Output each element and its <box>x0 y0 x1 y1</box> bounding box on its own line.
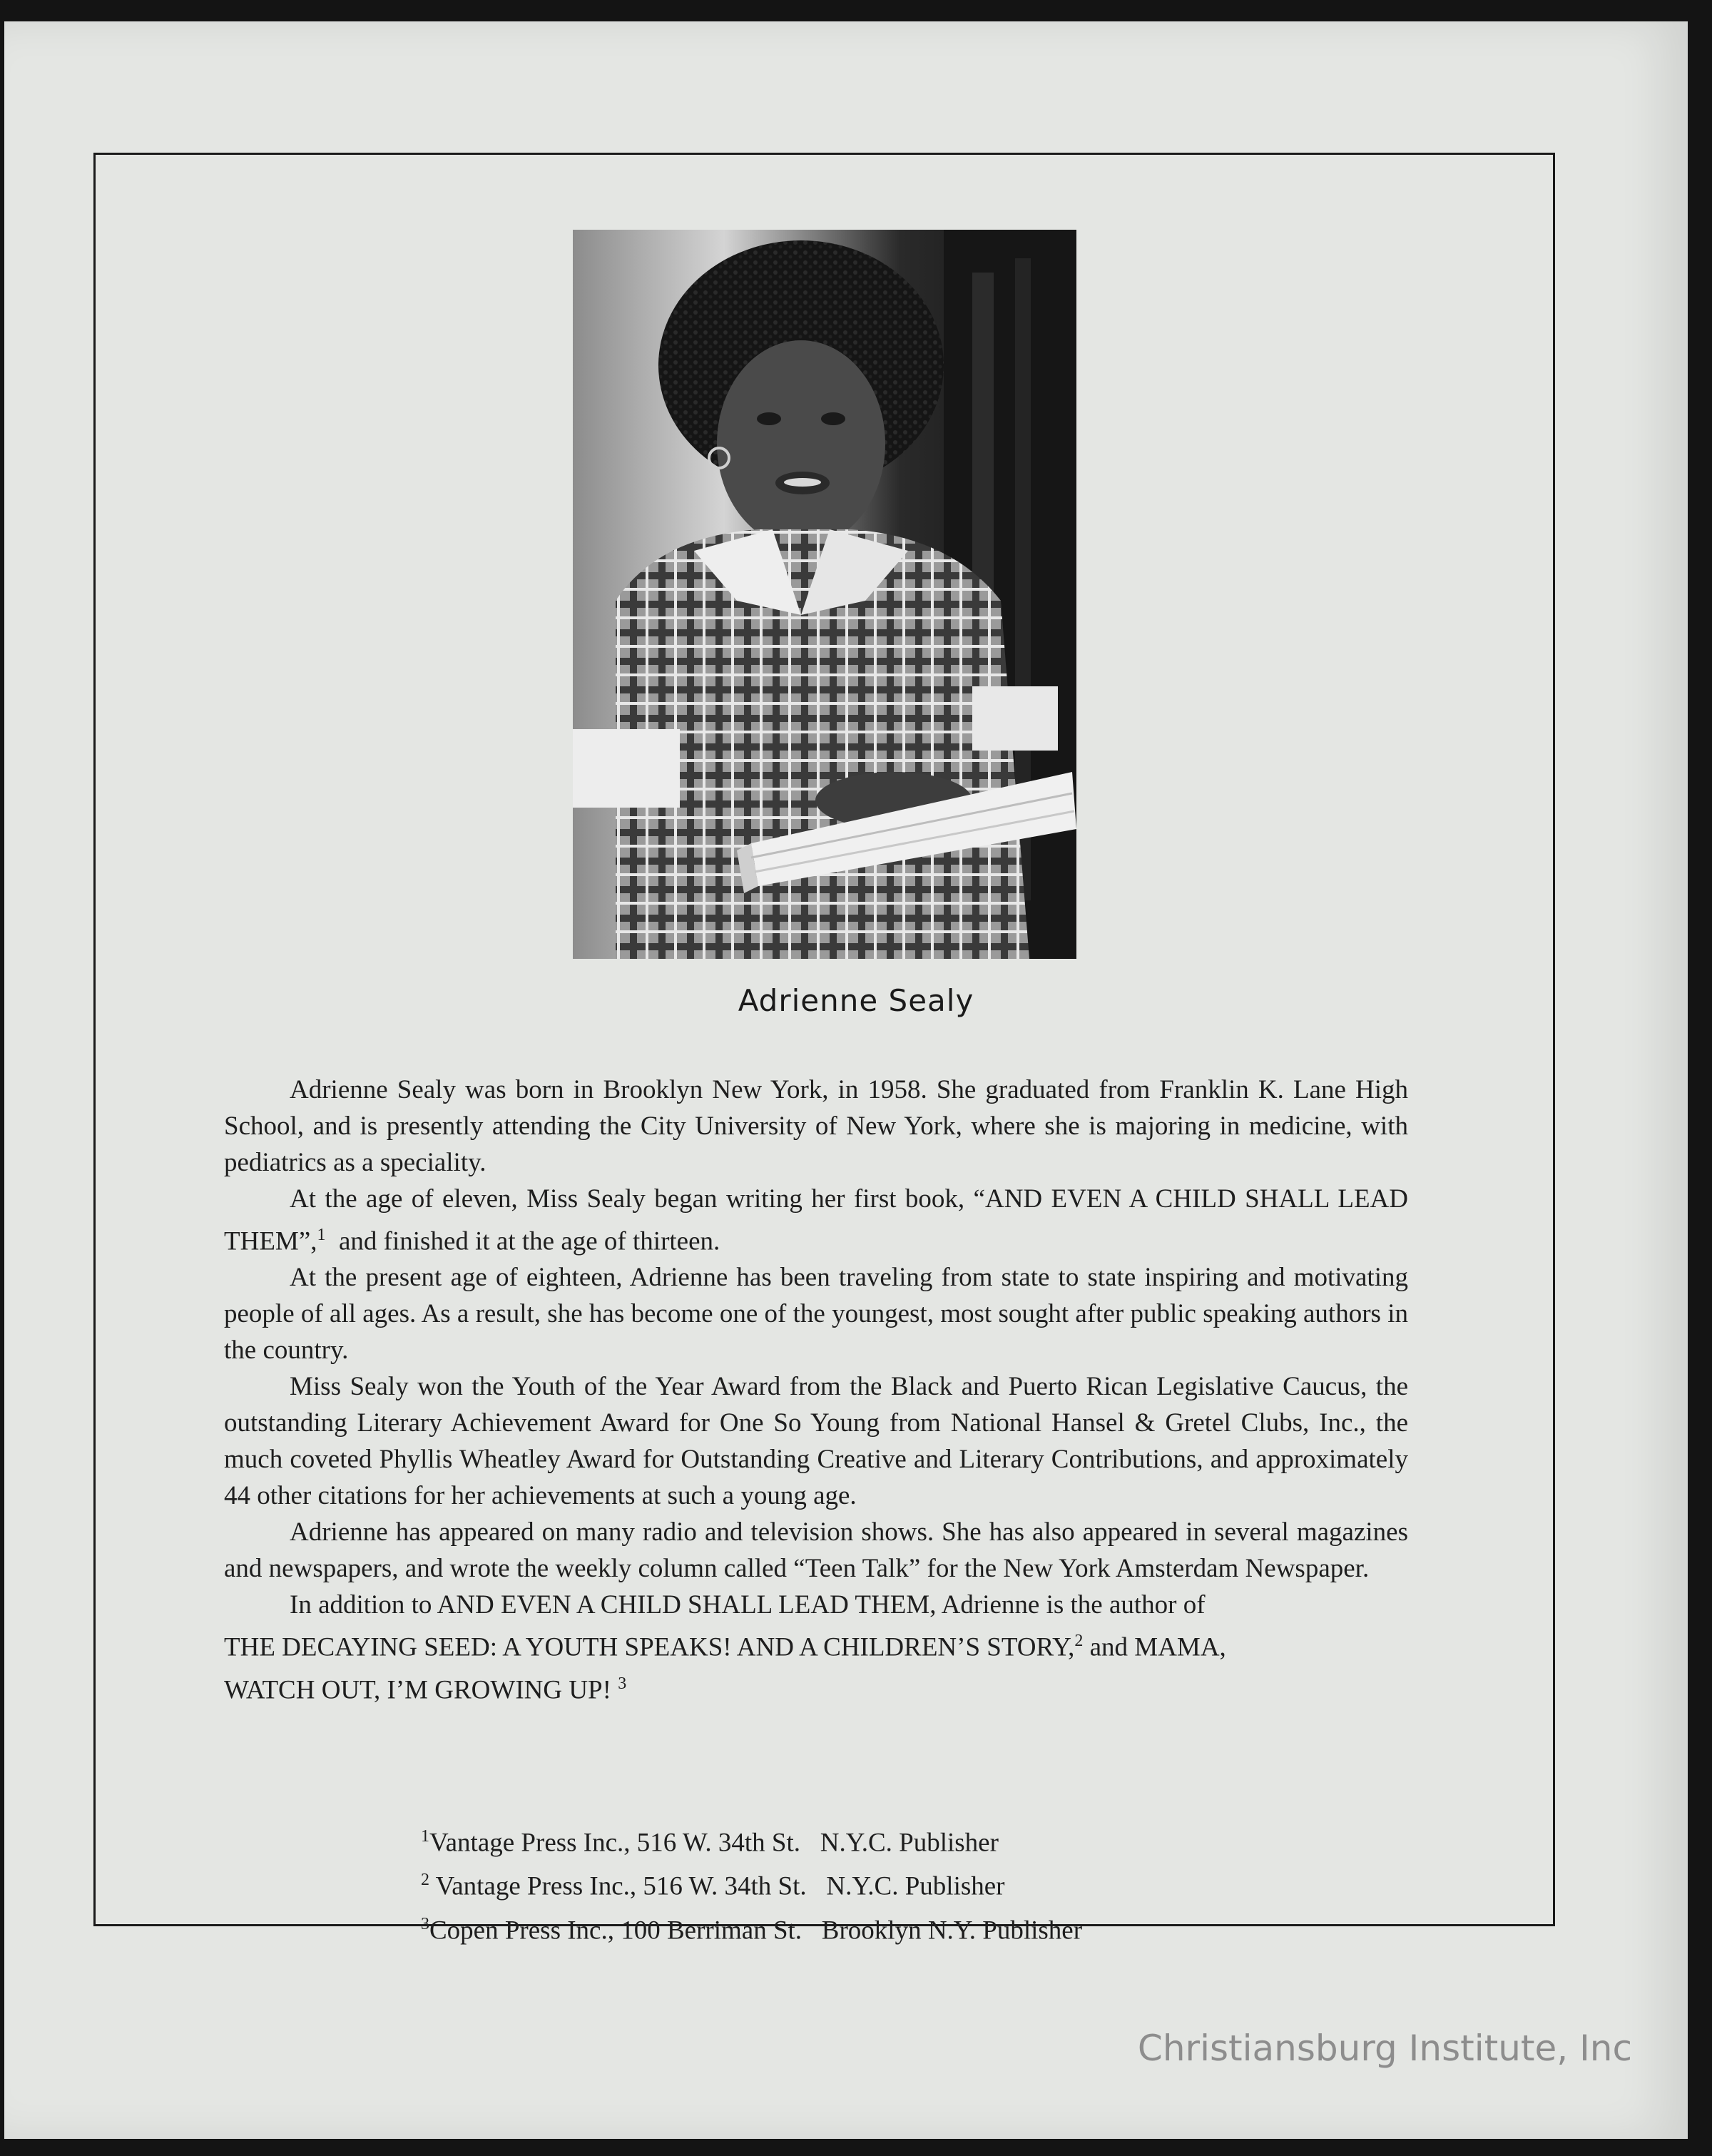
footnote-ref-1: 1 <box>317 1226 326 1244</box>
footnotes <box>421 1818 1277 1949</box>
biography-text <box>224 1072 1408 1708</box>
photo-caption: Adrienne Sealy <box>738 983 974 1018</box>
footnote-1: $^1$Vantage Press Inc., 516 W. 34th St. N.Y.C. Publisher <box>421 1827 999 1858</box>
footnote-ref-3: 3 <box>618 1674 627 1693</box>
portrait-photo <box>573 230 1076 959</box>
footnote-3: $^3$Copen Press Inc., 100 Berriman St. Brooklyn N.Y. Publisher <box>421 1914 1083 1945</box>
paragraph-first-book: At the age of eleven, Miss Sealy began writing her first book, “AND EVEN A CHILD SHALL LEAD THEM”,$^1$ and finished it at the age of thirteen. <box>224 1184 1408 1256</box>
footnote-ref-2: 2 <box>1074 1632 1084 1651</box>
paragraph-media: Adrienne has appeared on many radio and television shows. She has also appeared in several magazines and newspapers, and wrote the weekly column called “Teen Talk” for the New York Amsterdam Newspaper. <box>224 1517 1408 1584</box>
footnote-2: $^2$ Vantage Press Inc., 516 W. 34th St. N.Y.C. Publisher <box>421 1871 1005 1901</box>
paragraph-awards: Miss Sealy won the Youth of the Year Award from the Black and Puerto Rican Legislative Caucus, the outstanding Literary Achievement Award for One So Young from National Hansel & Gretel Clubs, Inc., the much coveted Phyllis Wheatley Award for Outstanding Creative and Literary Contributions, and approximately 44 other citations for her achievements at such a young age. <box>224 1372 1408 1511</box>
paragraph-other-books: In addition to AND EVEN A CHILD SHALL LEAD THEM, Adrienne is the author of THE DECAYING SEED: A YOUTH SPEAKS! AND A CHILDREN’S STORY,$^2$ and MAMA, WATCH OUT, I’M GROWING UP! $^3$ <box>224 1590 1226 1704</box>
watermark: Christiansburg Institute, Inc <box>1137 2028 1632 2069</box>
paragraph-speaking: At the present age of eighteen, Adrienne has been traveling from state to state inspiring and motivating people of all ages. As a result, she has become one of the youngest, most sought after public speaking authors in the country. <box>224 1263 1408 1366</box>
paragraph-birth: Adrienne Sealy was born in Brooklyn New York, in 1958. She graduated from Franklin K. Lane High School, and is presently attending the City University of New York, where she is majoring in medicine, with pediatrics as a speciality. <box>224 1075 1408 1177</box>
